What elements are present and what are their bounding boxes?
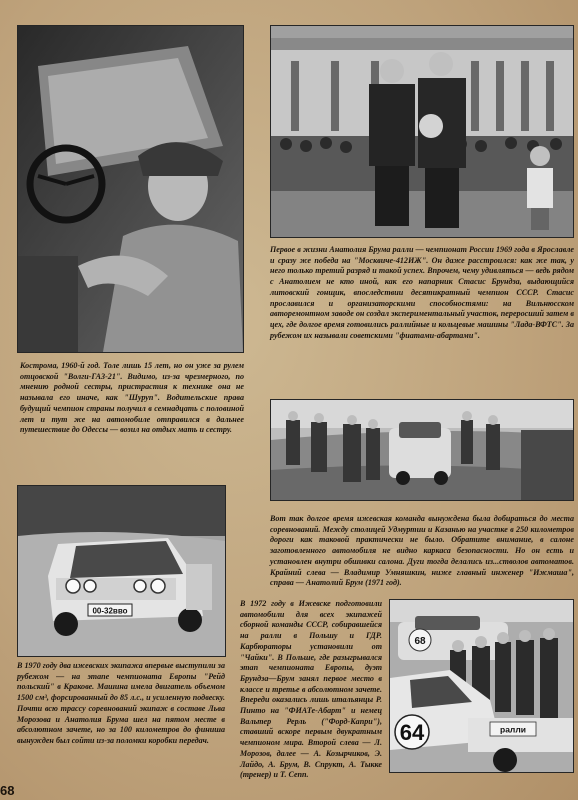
- caption-rally-1972: В 1972 году в Ижевске подготовили автомобили для всех экипажей сборной команды СССР, собиравшейся на ралли в Польшу и ГДР. Карбюраторы установили от "Чайки". В Польше, где разыгрывался этап чемпионата Европы, дуэт Брундза—Брум занял первое место в классе и третье в абсолютном зачете. Впереди оказались лишь итальянцы Р. Пинто на "ФИАТе-Абарт" и немец Вальтер Рерль ("Форд-Капри"), ставший вскоре первым двукратным чемпионом мира. Второй слева — Л. Морозов, далее — А. Козырчиков, Э. Лайдо, А. Брум, В. Спрукт, А. Тыкке (тренер) и Т. Сепп.: [240, 599, 382, 780]
- door-number-68: 68: [414, 636, 426, 647]
- license-plate: 00-32вво: [92, 606, 128, 616]
- caption-rally-1970: В 1970 году два ижевских экипажа впервые выступили за рубежом — на этапе чемпионата Европы "Рейд польский" в Кракове. Машина имела двигатель объемом 1500 см³, форсированный до 85 л.с., и усиленную подвеску. Почти всю трассу соревнований экипаж в составе Льва Морозова и Анатолия Брума шел на пятом месте в абсолютном зачете, но за 100 километров до финиша вынужден был сойти из-за поломки коробки передач.: [17, 661, 225, 745]
- door-number-64: 64: [399, 720, 425, 745]
- photo-rally-winners: [270, 25, 574, 238]
- photo-team-at-car: [270, 399, 574, 501]
- door-badge-rally: ралли: [500, 724, 526, 735]
- photo-rally-car-1970: [17, 485, 226, 657]
- caption-izhevsk-team: Вот так долгое время ижевская команда вынуждена была добираться до места соревнований. Между столицей Удмуртии и Казанью на участке в 250 километров дороги как таковой практически не было. Обратите внимание, в салоне заготовленного автомобиля не видно каркаса безопасности. Но он есть и установлен внутри обшивки салона. Дуги тогда делались из...стволов автоматов. Крайний слева — Владимир Умняшкин, ниже главный инженер "Ижмаша", справа — Анатолий Брум (1971 год).: [270, 514, 574, 588]
- caption-kostroma: Кострома, 1960-й год. Толе лишь 15 лет, но он уже за рулем отцовской "Волги-ГАЗ-21". Видимо, из-за чрезмерного, по мнению родной сестры, пристрастия к технике она не называла его иначе, как "Шуруп". Водительские права будущий чемпион страны получил в семнадцать с половиной лет и тут же на автомобиле отправился в дальнее путешествие до Одессы — возил на отдых мать и сестру.: [20, 361, 244, 435]
- photo-rally-cars-1972: [389, 599, 574, 773]
- caption-first-rally: Первое в жизни Анатолия Брума ралли — чемпионат России 1969 года в Ярославле и сразу же победа на "Москвиче-412ИЖ". Он даже расстроился: как же так, у него только третий разряд и такой успех. Впрочем, чему удивляться — ведь рядом с Анатолием не кто иной, как его напарник Стасис Брундза, выдающийся литовский гонщик, впоследствии десятикратный чемпион СССР. Стасис прославился и организаторскими способностями: на Вильнюсском авторемонтном заводе он создал экспериментальный участок, переросший затем в цех, где долгое время готовились раллийные и кольцевые машины "Лада-ВФТС". За рубежом их называли советскими "фиатами-абартами".: [270, 245, 574, 340]
- page-number: 68: [0, 783, 15, 798]
- photo-boy-at-wheel: [17, 25, 244, 353]
